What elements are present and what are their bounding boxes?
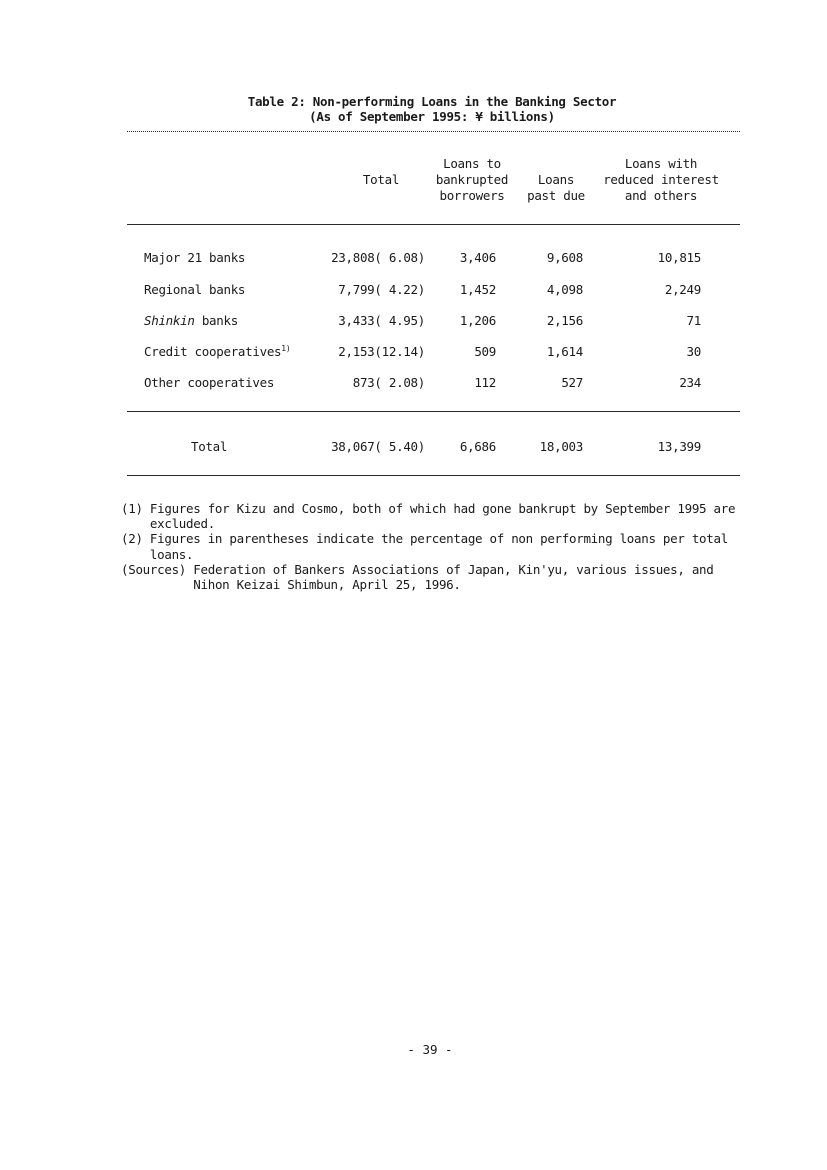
cell-reduced: 30: [686, 344, 701, 359]
row-label-text: Other cooperatives: [144, 375, 275, 390]
header-reduced-line: Loans with: [624, 156, 698, 171]
header-bankrupt: [428, 156, 516, 204]
top-rule: [127, 131, 740, 132]
cell-bankrupt: 6,686: [459, 439, 496, 454]
cell-reduced: 71: [686, 313, 701, 328]
header-total: [350, 172, 412, 188]
total-separator-rule: [127, 411, 740, 412]
cell-past-due: 9,608: [546, 250, 583, 265]
header-past-due-line: Loans: [537, 172, 575, 187]
cell-past-due: 527: [561, 375, 583, 390]
header-past-due: [518, 172, 594, 204]
footnote-text: Figures in parentheses indicate the percentage of non performing loans per total loans.: [149, 531, 728, 562]
cell-total: 873( 2.08): [352, 375, 425, 390]
cell-total: 3,433( 4.95): [338, 313, 425, 328]
cell-bankrupt: 112: [474, 375, 496, 390]
header-reduced-line: reduced interest: [603, 172, 719, 187]
row-label-suffix: banks: [194, 313, 238, 328]
footnote: [121, 531, 741, 561]
total-label: Total: [191, 439, 228, 454]
cell-bankrupt: 1,452: [459, 282, 496, 297]
cell-total: 23,808( 6.08): [331, 250, 425, 265]
cell-past-due: 2,156: [546, 313, 583, 328]
cell-bankrupt: 1,206: [459, 313, 496, 328]
footnote-marker: (Sources): [121, 561, 194, 577]
header-past-due-line: past due: [527, 188, 585, 203]
bottom-rule: [127, 475, 740, 476]
page-number: - 39 -: [407, 1042, 453, 1057]
header-bankrupt-line: Loans to: [443, 156, 501, 171]
table-title-line1: Table 2: Non-performing Loans in the Banking Sector: [247, 94, 617, 109]
cell-bankrupt: 509: [474, 344, 496, 359]
cell-reduced: 2,249: [664, 282, 701, 297]
row-label: [144, 250, 245, 265]
cell-reduced: 10,815: [657, 250, 701, 265]
header-reduced: [594, 156, 728, 204]
footnote-text: Figures for Kizu and Cosmo, both of which had gone bankrupt by September 1995 are excluded.: [149, 501, 736, 532]
header-bankrupt-line: bankrupted: [435, 172, 509, 187]
cell-total: 38,067( 5.40): [331, 439, 425, 454]
footnote-marker: (1): [121, 501, 150, 516]
header-bankrupt-line: borrowers: [439, 188, 505, 203]
cell-reduced: 234: [679, 375, 701, 390]
header-reduced-line: and others: [624, 188, 698, 203]
row-label-text: Major 21 banks: [144, 250, 246, 265]
footnote: [121, 501, 741, 531]
row-label: [144, 282, 245, 297]
row-label-text: Shinkin: [144, 313, 195, 328]
row-label: [144, 375, 274, 390]
cell-bankrupt: 3,406: [459, 250, 496, 265]
footnote-text: Federation of Bankers Associations of Japan, Kin'yu, various issues, and Nihon Keizai Shimbun, April 25, 1996.: [193, 561, 714, 593]
cell-past-due: 18,003: [539, 439, 583, 454]
table-title-line2: (As of September 1995: ¥ billions): [309, 109, 555, 124]
footnote-marker: 1): [281, 343, 291, 353]
cell-reduced: 13,399: [657, 439, 701, 454]
row-label: [144, 344, 290, 359]
row-label: [144, 313, 238, 328]
row-label-text: Regional banks: [144, 282, 246, 297]
header-total-line: Total: [362, 172, 400, 187]
footnotes: [121, 501, 741, 592]
footnote-sources: [121, 562, 741, 592]
cell-total: 2,153(12.14): [338, 344, 425, 359]
table-title: [125, 94, 739, 124]
cell-past-due: 1,614: [546, 344, 583, 359]
cell-past-due: 4,098: [546, 282, 583, 297]
footnote-marker: (2): [121, 531, 150, 547]
row-label-text: Credit cooperatives: [144, 344, 282, 359]
header-rule: [127, 224, 740, 225]
cell-total: 7,799( 4.22): [338, 282, 425, 297]
